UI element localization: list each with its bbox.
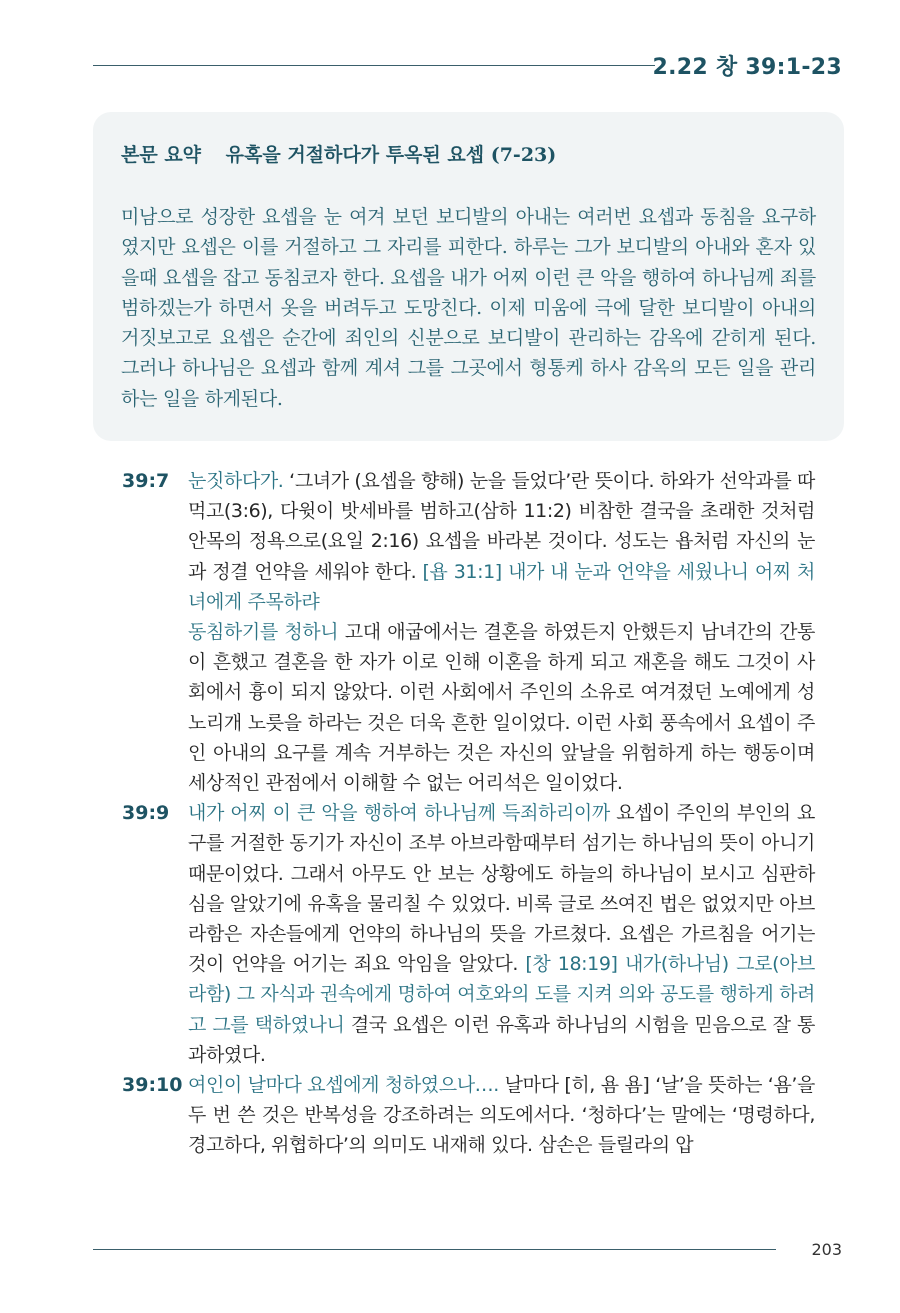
- summary-box: [93, 112, 844, 441]
- verse-note-text: [188, 1070, 815, 1161]
- explanation-text: ‘그녀가 (요셉을 향해) 눈을 들었다’란 뜻이다. 하와가 선악과를 따먹고(3:6), 다윗이 밧세바를 범하고(삼하 11:2) 비참한 결국을 초래한 것처럼 안목의 정욕으로(요일 2:16) 요셉을 바라본 것이다. 성도는 욥처럼 자신의 눈과 정결 언약을 세워야 한다.: [188, 470, 815, 583]
- summary-body: 미남으로 성장한 요셉을 눈 여겨 보던 보디발의 아내는 여러번 요셉과 동침을 요구하였지만 요셉은 이를 거절하고 그 자리를 피한다. 하루는 그가 보디발의 아내와 혼자 있을때 요셉을 잡고 동침코자 한다. 요셉을 내가 어찌 이런 큰 악을 행하여 하나님께 죄를 범하겠는가 하면서 옷을 버려두고 도망친다. 이제 미움에 극에 달한 보디발이 아내의 거짓보고로 요셉은 순간에 죄인의 신분으로 보디발이 관리하는 감옥에 갇히게 된다. 그러나 하나님은 요셉과 함께 계셔 그를 그곳에서 형통케 하사 감옥의 모든 일을 관리하는 일을 하게된다.: [121, 206, 816, 410]
- verse-note-text: [188, 466, 815, 798]
- footer-rule: [93, 1249, 776, 1250]
- verse-ref: 39:10: [122, 1074, 183, 1097]
- verse-term: 동침하기를 청하니: [188, 621, 339, 644]
- verse-note-39-10: [122, 1070, 815, 1161]
- verse-ref: 39:7: [122, 470, 170, 492]
- passage-reference: 2.22 창 39:1-23: [652, 55, 842, 80]
- verse-term: 눈짓하다가.: [188, 470, 284, 492]
- summary-heading: [121, 140, 816, 167]
- verse-term: 여인이 날마다 요셉에게 청하였으나….: [188, 1074, 499, 1097]
- cross-reference: [창 18:19] 내가(하나님) 그로(아브라함) 그 자식과 권속에게 명하여 여호와의 도를 지켜 의와 공도를 행하게 하려고 그를 택하였나니: [188, 953, 815, 1036]
- header-rule: [93, 65, 655, 66]
- verse-ref: 39:9: [122, 802, 170, 825]
- page-number: 203: [811, 1240, 842, 1259]
- commentary: [122, 466, 815, 1161]
- explanation-text: 날마다 [히, 욤 욤] ‘날’을 뜻하는 ‘욤’을 두 번 쓴 것은 반복성을 강조하려는 의도에서다. ‘청하다’는 말에는 ‘명령하다, 경고하다, 위협하다’의 의미도 내재해 있다. 삼손은 들릴라의 압: [188, 1074, 815, 1157]
- cross-reference: [욥 31:1] 내가 내 눈과 언약을 세웠나니 어찌 처녀에게 주목하랴: [188, 560, 815, 613]
- verse-note-39-7: [122, 466, 815, 798]
- explanation-text: 요셉이 주인의 부인의 요구를 거절한 동기가 자신이 조부 아브라함때부터 섬기는 하나님의 뜻이 아니기 때문이었다. 그래서 아무도 안 보는 상황에도 하늘의 하나님이 보시고 심판하심을 알았기에 유혹을 물리칠 수 있었다. 비록 글로 쓰여진 법은 없었지만 아브라함은 자손들에게 언약의 하나님의 뜻을 가르쳤다. 요셉은 가르침을 어기는 것이 언약을 어기는 죄요 악임을 알았다.: [188, 802, 815, 976]
- verse-note-text: [188, 798, 815, 1070]
- explanation-text: 고대 애굽에서는 결혼을 하였든지 안했든지 남녀간의 간통이 흔했고 결혼을 한 자가 이로 인해 이혼을 하게 되고 재혼을 해도 그것이 사회에서 흉이 되지 않았다. 이런 사회에서 주인의 소유로 여겨졌던 노예에게 성노리개 노릇을 하라는 것은 더욱 흔한 일이었다. 이런 사회 풍속에서 요셉이 주인 아내의 요구를 계속 거부하는 것은 자신의 앞날을 위험하게 하는 행동이며 세상적인 관점에서 이해할 수 없는 어리석은 일이었다.: [188, 621, 816, 795]
- summary-label: 본문 요약: [121, 144, 202, 166]
- summary-title: 유혹을 거절하다가 투옥된 요셉 (7-23): [225, 144, 557, 166]
- verse-term: 내가 어찌 이 큰 악을 행하여 하나님께 득죄하리이까: [188, 802, 610, 825]
- verse-note-39-9: [122, 798, 815, 1070]
- explanation-text: 결국 요셉은 이런 유혹과 하나님의 시험을 믿음으로 잘 통과하였다.: [188, 1013, 815, 1066]
